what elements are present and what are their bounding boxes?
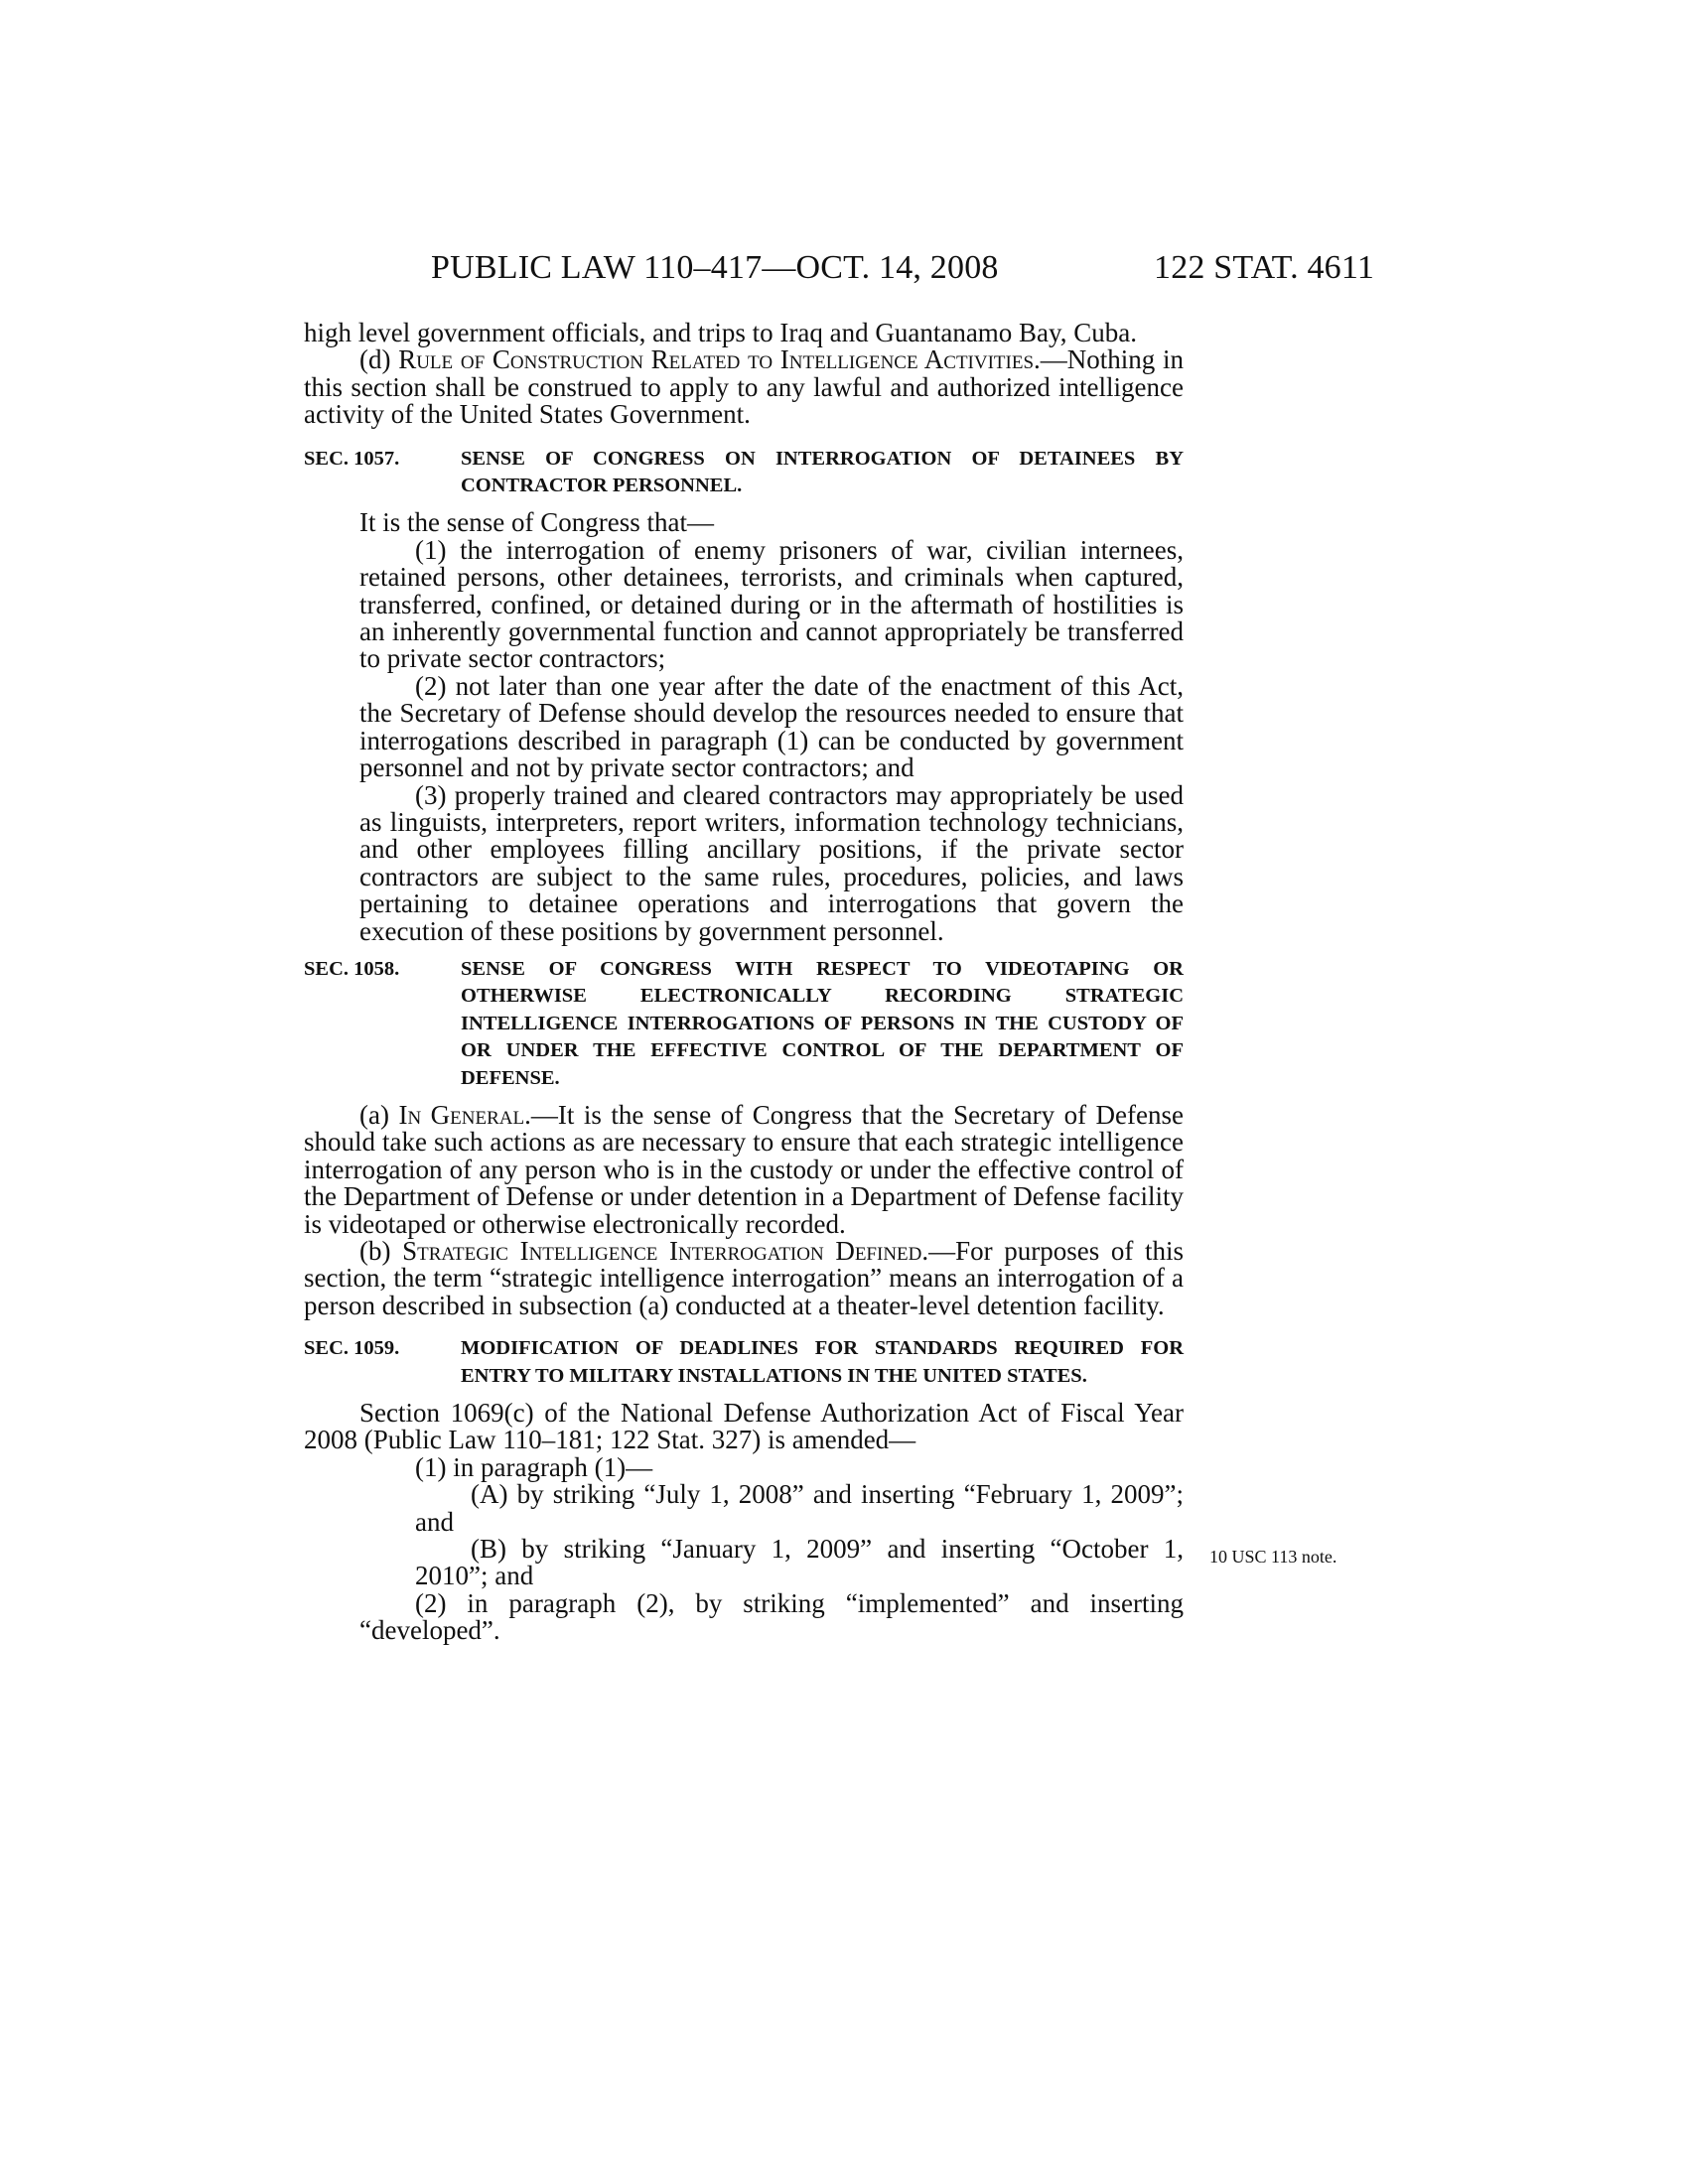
section-1058-heading xyxy=(304,956,1184,1092)
section-1059-subparagraph-b: (B) by striking “January 1, 2009” and inserting “October 1, 2010”; and xyxy=(415,1534,1184,1591)
section-1059-paragraph-2: (2) in paragraph (2), by striking “implemented” and inserting “developed”. xyxy=(359,1587,1184,1646)
section-1059-heading xyxy=(304,1335,1184,1390)
running-header-stat: 122 STAT. 4611 xyxy=(1154,249,1375,286)
section-1059-number: SEC. 1059. xyxy=(304,1337,400,1360)
section-1059-paragraph-1: (1) in paragraph (1)— xyxy=(415,1451,653,1482)
text-column xyxy=(304,320,1184,1645)
section-1058-subsection-b xyxy=(304,1238,1184,1319)
section-1058-title: SENSE OF CONGRESS WITH RESPECT TO VIDEOTAPING OR OTHERWISE ELECTRONICALLY RECORDING STRATEGIC INTELLIGENCE INTERROGATIONS OF PERSONS IN THE CUSTODY OF OR UNDER THE EFFECTIVE CONTROL OF THE DEPARTMENT OF DEFENSE. xyxy=(461,957,1184,1089)
section-1058-subsection-a xyxy=(304,1099,1184,1239)
section-1059-lead: Section 1069(c) of the National Defense Authorization Act of Fiscal Year 2008 (Public Law 110–181; 122 Stat. 327) is amended— xyxy=(304,1398,1184,1455)
section-1057-number: SEC. 1057. xyxy=(304,447,400,470)
section-1057-lead: It is the sense of Congress that— xyxy=(359,507,714,538)
subsection-d-text: —Nothing in this section shall be construed to apply to any lawful and authorized intelligence activity of the United States Government. xyxy=(304,344,1185,430)
subsection-a-label: (a) xyxy=(359,1099,389,1130)
running-header-law: PUBLIC LAW 110–417—OCT. 14, 2008 xyxy=(431,249,999,286)
section-1057-heading xyxy=(304,446,1184,500)
section-1057-paragraph-1: (1) the interrogation of enemy prisoners of war, civilian internees, retained persons, other detainees, terrorists, and criminals when captured, transferred, confined, or detained during or in the aftermath of hostilities is an inherently governmental function and cannot appropriately be transferred to private sector contractors; xyxy=(359,534,1184,674)
section-1059-subparagraph-a: (A) by striking “July 1, 2008” and inserting “February 1, 2009”; and xyxy=(415,1479,1184,1537)
section-1057-paragraph-2: (2) not later than one year after the date of the enactment of this Act, the Secretary of Defense should develop the resources needed to ensure that interrogations described in paragraph (1) can be conducted by government personnel and not by private sector contractors; and xyxy=(359,670,1184,783)
subsection-d xyxy=(304,346,1184,428)
section-1057-paragraph-3: (3) properly trained and cleared contractors may appropriately be used as linguists, interpreters, report writers, information technology technicians, and other employees filling ancillary positions, if the private sector contractors are subject to the same rules, procedures, policies, and laws pertaining to detainee operations and interrogations that govern the execution of these positions by government personnel. xyxy=(359,779,1184,946)
section-1059-title: MODIFICATION OF DEADLINES FOR STANDARDS REQUIRED FOR ENTRY TO MILITARY INSTALLATIONS IN THE UNITED STATES. xyxy=(461,1337,1184,1387)
subsection-a-heading: In General. xyxy=(398,1099,531,1130)
subsection-a-text: —It is the sense of Congress that the Secretary of Defense should take such actions as are necessary to ensure that each strategic intelligence interrogation of any person who is in the custody or under the effective control of the Department of Defense or under detention in a Department of Defense facility is videotaped or otherwise electronically recorded. xyxy=(304,1099,1184,1239)
subsection-b-label: (b) xyxy=(359,1236,391,1266)
subsection-b-text: —For purposes of this section, the term “strategic intelligence interrogation” means an interrogation of a person described in subsection (a) conducted at a theater-level detention facility. xyxy=(304,1236,1184,1320)
section-1057-title: SENSE OF CONGRESS ON INTERROGATION OF DETAINEES BY CONTRACTOR PERSONNEL. xyxy=(461,447,1184,497)
margin-note: 10 USC 113 note. xyxy=(1209,1547,1337,1567)
continued-paragraph: high level government officials, and trips to Iraq and Guantanamo Bay, Cuba. xyxy=(304,318,1138,347)
subsection-d-label: (d) xyxy=(359,344,391,375)
subsection-d-heading: Rule of Construction Related to Intelligence Activities. xyxy=(398,344,1041,375)
subsection-b-heading: Strategic Intelligence Interrogation Defined. xyxy=(402,1236,929,1266)
section-1058-number: SEC. 1058. xyxy=(304,957,400,980)
